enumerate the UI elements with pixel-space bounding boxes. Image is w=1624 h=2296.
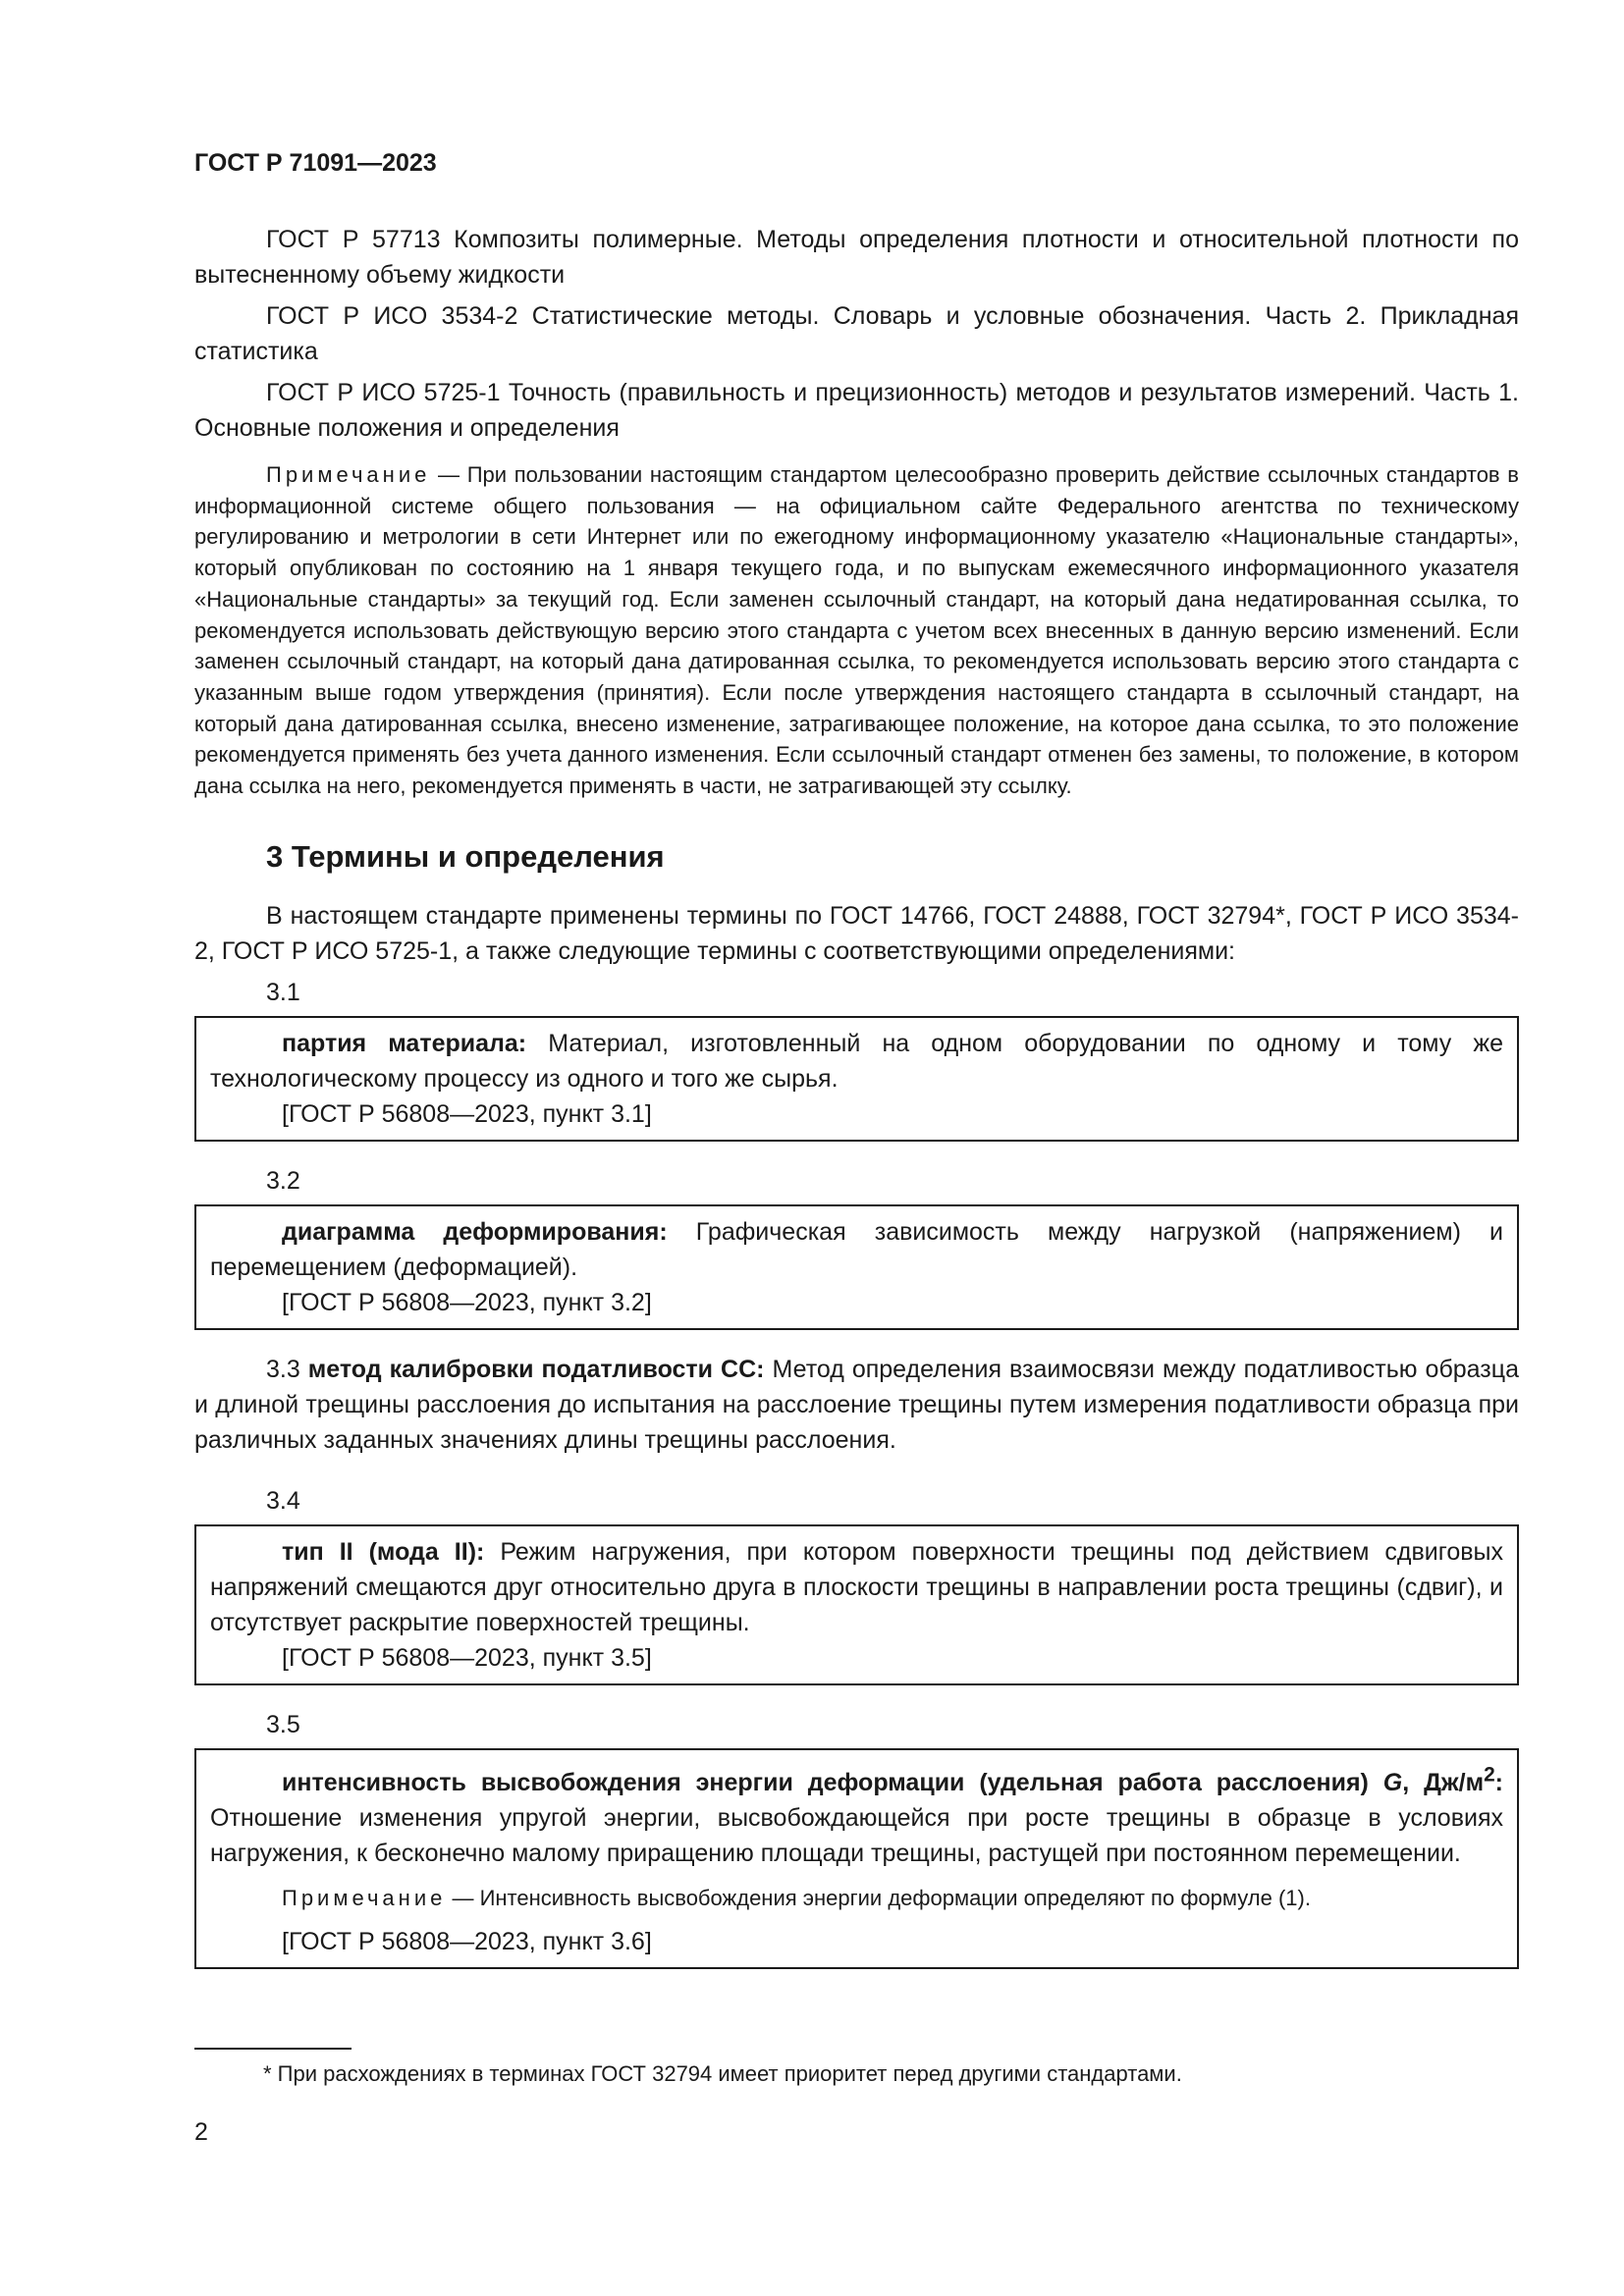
page-header-doc-code: ГОСТ Р 71091—2023 (194, 149, 437, 177)
term-number: 3.1 (266, 978, 300, 1006)
term-box-3-5 (194, 1748, 1519, 1969)
term-number: 3.3 (266, 1355, 300, 1383)
term-def-text: Метод определения взаимосвязи между податливостью образца и длиной трещины расслоения до испытания на расслоение трещины путем измерения податливости образца при различных заданных значениях длины трещины расслоения. (194, 1355, 1519, 1454)
note-text: — Интенсивность высвобождения энергии деформации определяют по формуле (1). (446, 1886, 1311, 1911)
term-source: [ГОСТ Р 56808—2023, пункт 3.6] (282, 1928, 652, 1956)
term-definition (210, 1214, 1503, 1285)
reference-item: ГОСТ Р ИСО 3534-2 Статистические методы. Словарь и условные обозначения. Часть 2. Прикладная статистика (194, 302, 1519, 365)
term-unit-superscript: 2 (1484, 1763, 1495, 1787)
term-note (282, 1883, 1503, 1914)
term-number: 3.2 (266, 1166, 300, 1195)
footnote-divider (194, 2048, 352, 2050)
term-number: 3.4 (266, 1486, 300, 1515)
reference-item: ГОСТ Р 57713 Композиты полимерные. Методы определения плотности и относительной плотности по вытесненному объему жидкости (194, 226, 1519, 289)
term-definition (210, 1026, 1503, 1096)
term-source: [ГОСТ Р 56808—2023, пункт 3.5] (282, 1643, 652, 1672)
term-symbol: G (1382, 1769, 1403, 1797)
term-name: метод калибровки податливости CC: (307, 1355, 765, 1383)
note-text: — При пользовании настоящим стандартом целесообразно проверить действие ссылочных стандартов в информационной системе общего пользования — на официальном сайте Федерального агентства по техническому регулированию и метрологии в сети Интернет или по ежегодному информационному указателю «Национальные стандарты», который опубликован по состоянию на 1 января текущего года, и по выпускам ежемесячного информационного указателя «Национальные стандарты» за текущий год. Если заменен ссылочный стандарт, на который дана недатированная ссылка, то рекомендуется использовать действующую версию этого стандарта с учетом всех внесенных в данную версию изменений. Если заменен ссылочный стандарт, на который дана датированная ссылка, то рекомендуется использовать версию этого стандарта с указанным выше годом утверждения (принятия). Если после утверждения настоящего стандарта в ссылочный стандарт, на который дана датированная ссылка, внесено изменение, затрагивающее положение, на которое дана ссылка, то это положение рекомендуется применять без учета данного изменения. Если ссылочный стандарт отменен без замены, то положение, в котором дана ссылка на него, рекомендуется применять в части, не затрагивающей эту ссылку. (194, 462, 1519, 799)
term-name: диаграмма деформирования: (282, 1217, 668, 1246)
term-def-text: Режим нагружения, при котором поверхности трещины под действием сдвиговых напряжений смещаются друг относительно друга в плоскости трещины в направлении роста трещины (сдвиг), и отсутствует раскрытие поверхностей трещины. (210, 1537, 1503, 1636)
section-title: 3 Термины и определения (266, 838, 665, 874)
term-definition (210, 1534, 1503, 1640)
term-source: [ГОСТ Р 56808—2023, пункт 3.1] (282, 1099, 652, 1128)
term-name: тип II (мода II): (282, 1537, 485, 1566)
term-colon: : (1494, 1769, 1503, 1797)
term-comma: , (1402, 1769, 1410, 1797)
term-number: 3.5 (266, 1710, 300, 1738)
reference-item: ГОСТ Р ИСО 5725-1 Точность (правильность и прецизионность) методов и результатов измерений. Часть 1. Основные положения и определения (194, 379, 1519, 442)
term-name-text: интенсивность высвобождения энергии деформации (удельная работа расслоения) (282, 1769, 1369, 1797)
term-box-3-4 (194, 1524, 1519, 1685)
term-def-text: Отношение изменения упругой энергии, высвобождающейся при росте трещины в образце в условиях нагружения, к бесконечно малому приращению площади трещины, растущей при постоянном перемещении. (210, 1804, 1503, 1868)
term-definition (210, 1758, 1503, 1871)
term-unit: Дж/м (1424, 1769, 1485, 1797)
references-note (194, 459, 1519, 802)
term-def-text: Материал, изготовленный на одном оборудовании по одному и тому же технологическому процессу из одного и того же сырья. (210, 1029, 1503, 1093)
term-box-3-1 (194, 1016, 1519, 1142)
page-content (194, 222, 1519, 1991)
page-number: 2 (194, 2118, 208, 2146)
term-name (282, 1763, 1503, 1797)
term-def-text: Графическая зависимость между нагрузкой (напряжением) и перемещением (деформацией). (210, 1217, 1503, 1281)
term-source: [ГОСТ Р 56808—2023, пункт 3.2] (282, 1288, 652, 1316)
note-label: Примечание (266, 462, 431, 487)
note-label: Примечание (282, 1886, 447, 1911)
section-intro: В настоящем стандарте применены термины по ГОСТ 14766, ГОСТ 24888, ГОСТ 32794*, ГОСТ Р ИСО 3534-2, ГОСТ Р ИСО 5725-1, а также следующие термины с соответствующими определениями: (194, 901, 1519, 965)
term-3-3-definition (194, 1352, 1519, 1458)
term-name: партия материала: (282, 1029, 527, 1057)
term-box-3-2 (194, 1204, 1519, 1330)
footnote: * При расхождениях в терминах ГОСТ 32794 имеет приоритет перед другими стандартами. (263, 2061, 1182, 2086)
